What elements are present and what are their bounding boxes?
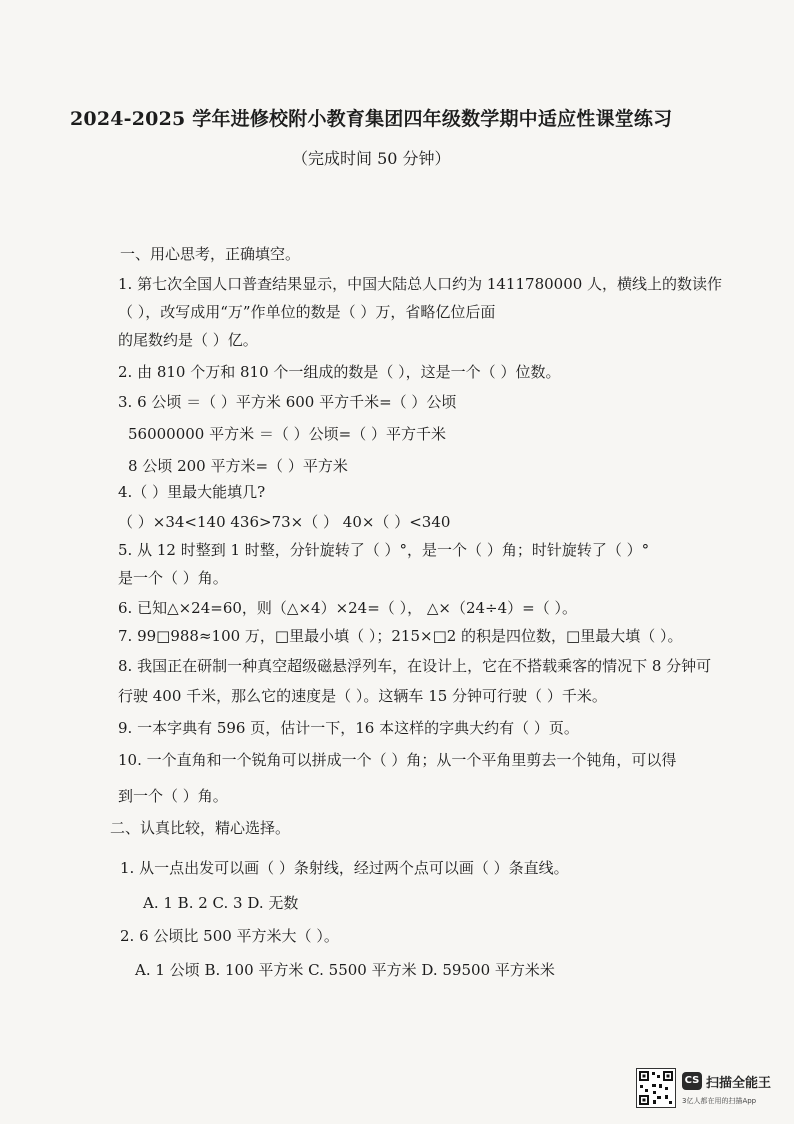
question-line: 的尾数约是（ ）亿。 [118, 331, 258, 349]
choice-line: A. 1 B. 2 C. 3 D. 无数 [143, 894, 299, 912]
question-line: 1. 第七次全国人口普查结果显示，中国大陆总人口约为 1411780000 人，横线上的数读作 [118, 275, 723, 293]
scanner-tagline: 3亿人都在用的扫描App [682, 1097, 757, 1105]
question-line: 10. 一个直角和一个锐角可以拼成一个（ ）角；从一个平角里剪去一个钝角，可以得 [118, 751, 677, 769]
question-line: 是一个（ ）角。 [118, 569, 228, 587]
section-2-heading: 二、认真比较，精心选择。 [110, 819, 291, 837]
question-line: 到一个（ ）角。 [118, 787, 228, 805]
section-1-heading: 一、用心思考，正确填空。 [120, 245, 301, 263]
question-line: 8 公顷 200 平方米=（ ）平方米 [128, 457, 348, 475]
time-limit: （完成时间 50 分钟） [292, 149, 451, 168]
qr-code-icon [636, 1068, 676, 1108]
question-line: 3. 6 公顷 ＝（ ）平方米 600 平方千米=（ ）公顷 [118, 393, 457, 411]
scanner-brand: 扫描全能王 [706, 1076, 772, 1091]
choice-line: A. 1 公顷 B. 100 平方米 C. 5500 平方米 D. 59500 平方米米 [135, 961, 555, 979]
question-line: （ ），改写成用“万”作单位的数是（ ）万，省略亿位后面 [118, 303, 496, 321]
question-line: 6. 已知△×24=60，则（△×4）×24=（ ）， △×（24÷4）=（ ）。 [118, 599, 577, 617]
question-line: 2. 由 810 个万和 810 个一组成的数是（ ），这是一个（ ）位数。 [118, 363, 561, 381]
question-line: （ ）×34<140 436>73×（ ） 40×（ ）<340 [118, 513, 451, 531]
question-line: 56000000 平方米 ＝（ ）公顷=（ ）平方千米 [128, 425, 446, 443]
camscanner-logo-icon: CS [682, 1072, 702, 1090]
question-line: 2. 6 公顷比 500 平方米大（ ）。 [120, 927, 339, 945]
question-line: 1. 从一点出发可以画（ ）条射线，经过两个点可以画（ ）条直线。 [120, 859, 569, 877]
question-line: 行驶 400 千米，那么它的速度是（ ）。这辆车 15 分钟可行驶（ ）千米。 [118, 687, 607, 705]
scanner-watermark [636, 1068, 786, 1112]
page-title: 2024-2025 学年进修校附小教育集团四年级数学期中适应性课堂练习 [70, 108, 673, 130]
question-line: 7. 99□988≈100 万，□里最小填（ ）；215×□2 的积是四位数，□里最大填（ ）。 [118, 627, 683, 645]
question-line: 5. 从 12 时整到 1 时整，分针旋转了（ ）°，是一个（ ）角；时针旋转了（ ）° [118, 541, 650, 559]
question-line: 9. 一本字典有 596 页，估计一下，16 本这样的字典大约有（ ）页。 [118, 719, 579, 737]
question-line: 4.（ ）里最大能填几? [118, 483, 266, 501]
question-line: 8. 我国正在研制一种真空超级磁悬浮列车，在设计上，它在不搭载乘客的情况下 8 分钟可 [118, 657, 712, 675]
